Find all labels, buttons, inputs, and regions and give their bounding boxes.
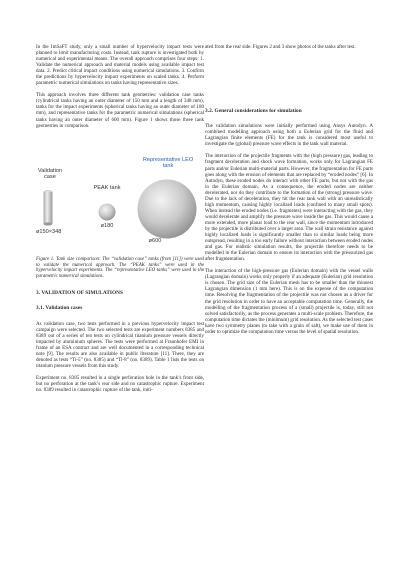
figure-1-caption: Figure 1. Tank size comparison: The “validation case” tanks (from [11]) were used to validate the numerical approach. The “PEAK tanks” were used in the hypervelocity impact experiments. The “representative LEO tanks” were used in the parametric numerical simulations. xyxy=(36,256,204,280)
peak-tank xyxy=(99,203,116,220)
validation-case-dimension: ø150×348 xyxy=(36,228,62,235)
column-spacer xyxy=(205,56,373,108)
continued-paragraph: ated from the rear side. Figures 2 and 3 show photos of the tanks after test. xyxy=(205,44,356,50)
section-3-heading: 3. VALIDATION OF SIMULATIONS xyxy=(36,290,124,297)
validation-case-label: Validation case xyxy=(37,167,63,180)
peak-tank-dimension: ø180 xyxy=(100,222,114,229)
representative-leo-tank xyxy=(138,179,197,238)
fragment-interaction-paragraph: The interaction of the projectile fragments with the (high pressure) gas, leading to fragment deceleration and shock wave formation, works only for Lagrangian FE parts and/or Eulerian multi-material parts. However, the fragmentation for FE parts goes along with the erosion of elements that are replaced by “eroded nodes” [6]. In Autodyn, these eroded nodes do interact with other FE parts, but not with the gas in the Eulerian domain. As a consequence, the eroded nodes are neither decelerated, nor do they contribute to the formation of the (strong) pressure wave. Due to the lack of deceleration, they hit the rear tank wall with an unrealistically high momentum, causing highly localized loads (confined to many small spots). When instead the eroded nodes (i.e. fragments) were interacting with the gas, they would decelerate and amplify the pressure wave inside the gas. This would cause a more extended, more planar load to the rear wall, since the momentum introduced by the projectile is distributed over a larger area. The wall strain resistance against highly localized loads is significantly smaller than to similar loads being more outspread, resulting in a too early failure without interaction between eroded nodes and gas. For realistic simulation results, the projectile therefore needs to be modelled in the Eulerian domain to ensure its interaction with the pressurized gas after fragmentation. xyxy=(205,153,373,263)
leo-tank-dimension: ø600 xyxy=(148,237,162,244)
experiment-8385-paragraph: Experiment no. 8385 resulted in a single perforation hole in the tank’s front side, but no perforation at the tank’s rear side and no catastrophic rupture. Experiment no. 8389 resulted in catastrophic rupture of the tank, initi- xyxy=(36,375,204,394)
geometry-paragraph: This approach involves three different tank geometries: validation case tanks (cylindrical tanks having an outer diameter of 150 mm and a length of 348 mm), tanks for the impact experiments (spherical tanks having an outer diameter of 180 mm), and representative tanks for the parametric numerical simulations (spherical tanks having an outer diameter of 600 mm). Figure 1 shows those three tank geometries in comparison. xyxy=(36,92,204,129)
right-column xyxy=(205,44,373,341)
figure-1-tank-comparison xyxy=(36,140,204,252)
validation-case-tank xyxy=(44,190,53,225)
intro-paragraph: In the ImSaFT study, only a small number of hypervelocity impact tests were planned to limit manufacturing costs. Instead, tank rupture is investigated both by numerical and experimental means. The overall approach comprises four steps: 1. Validate the numerical approach and material models using available impact test data. 2. Predict critical impact conditions using numerical simulations. 3. Confirm the predictions by hypervelocity impact experiments on scaled tanks. 4. Perform parametric numerical simulations on tanks having representative sizes. xyxy=(36,44,204,87)
autodyn-paragraph: The validation simulations were initially performed using Ansys Autodyn. A combined modelling approach using both a Eulerian grid for the fluid and Lagrangian finite elements (FE) for the tank is considered most useful to investigate the (global) pressure wave effects in the tank wall material. xyxy=(205,123,373,148)
validation-cases-paragraph: As validation case, two tests performed in a previous hypervelocity impact test campaign were selected. The two selected tests are experiment numbers 8385 and 8389 out of a series of ten tests on cylindrical titanium pressure vessels directly impacted by aluminium spheres. The tests were performed at Fraunhofer EMI in frame of an ESA contract and are well documented in a corresponding technical note [9]. The results are also available in public literature [11]. There, they are denoted as tests “Ti-5” (no. 8385) and “Ti-8” (no. 8389). Table 1 lists the tests on titanium pressure vessels from this study. xyxy=(36,320,204,369)
grid-resolution-paragraph: The interaction of the high-pressure gas (Eulerian domain) with the vessel walls (Lagrangian domain) works only properly if an adequate (Eulerian) grid resolution is chosen. The grid size of the Eulerian mesh has to be smaller than the thinnest Lagrangian dimension (1 mm here). This is on the expense of the computation time. Resolving the fragmentation of the projectile was not chosen as a driver for the grid resolution in order to have an acceptable computation time. Generally, the modelling of the fragmentation process of a (small) projectile is, today, still not solved satisfactorily, as the process generates a multi-scale problem. Therefore, the computation time dictates the (minimum) grid resolution. As the selected test cases have two symmetry planes (to take with a grain of salt), we make use of them in order to optimize the computation time versus the level of spatial resolution. xyxy=(205,268,373,335)
subsection-3-2-heading: 3.2. General considerations for simulation xyxy=(205,108,302,115)
left-column xyxy=(36,44,204,399)
peak-tank-label: PEAK tank xyxy=(93,184,121,191)
leo-tank-label: Representative LEO tank xyxy=(142,156,194,169)
subsection-3-1-heading: 3.1. Validation cases xyxy=(36,305,83,312)
